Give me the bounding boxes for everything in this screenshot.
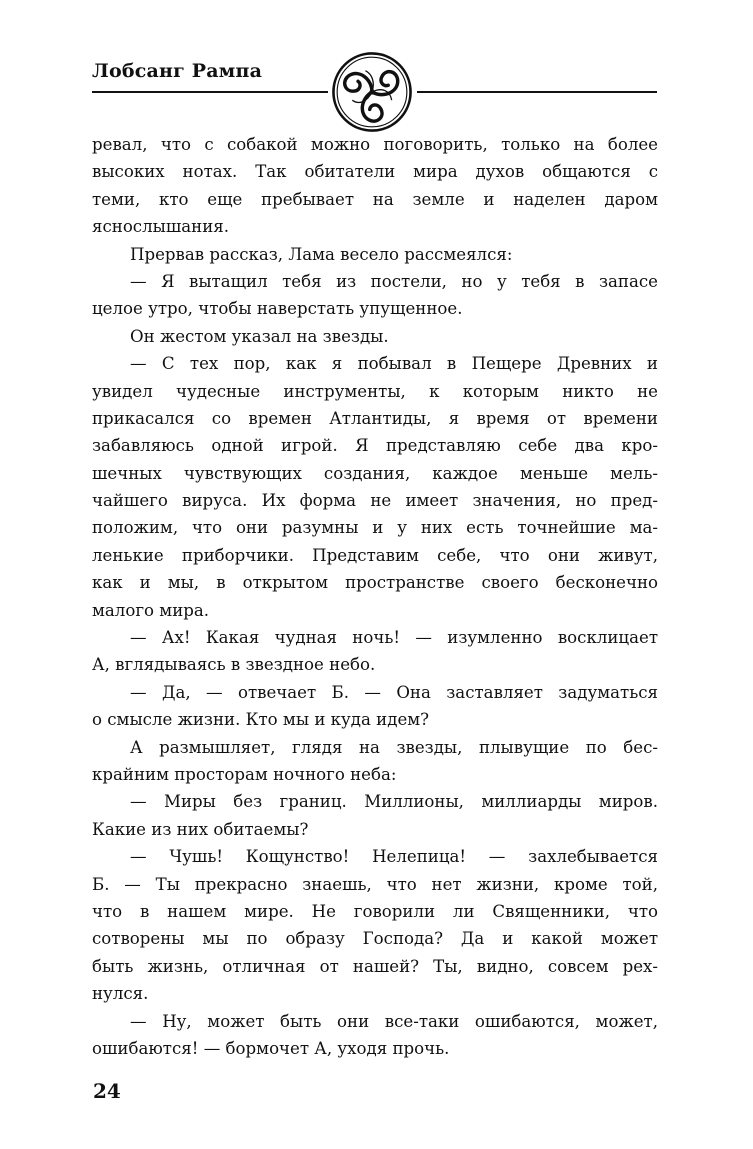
page-number: 24 (93, 1079, 121, 1103)
text-line: чайшего вируса. Их форма не имеет значения, но пред- (92, 491, 658, 511)
text-line: Он жестом указал на звезды. (130, 326, 389, 346)
text-line: как и мы, в открытом пространстве своего бесконечно (92, 573, 658, 593)
text-line: целое утро, чтобы наверстать упущенное. (92, 299, 463, 319)
text-line: — Ах! Какая чудная ночь! — изумленно восклицает (130, 628, 658, 648)
text-line: высоких нотах. Так обитатели мира духов общаются с (92, 162, 658, 182)
text-line: прикасался со времен Атлантиды, я время от времени (92, 408, 658, 428)
text-line: забавляюсь одной игрой. Я представляю себе два кро- (92, 436, 658, 456)
text-line: ревал, что с собакой можно поговорить, только на более (92, 135, 658, 154)
celtic-triskele-icon (331, 51, 413, 133)
text-line: Б. — Ты прекрасно знаешь, что нет жизни, кроме той, (92, 874, 658, 894)
text-line: положим, что они разумны и у них есть точнейшие ма- (92, 518, 658, 538)
text-line: о смысле жизни. Кто мы и куда идем? (92, 710, 430, 730)
text-line: увидел чудесные инструменты, к которым никто не (92, 381, 658, 401)
header-rule-right (417, 91, 657, 93)
text-line: ленькие приборчики. Представим себе, что они живут, (92, 545, 658, 565)
text-line: ошибаются! — бормочет А, уходя прочь. (92, 1038, 450, 1058)
text-line: что в нашем мире. Не говорили ли Священники, что (92, 901, 658, 921)
text-line: теми, кто еще пребывает на земле и наделен даром (92, 189, 658, 209)
text-line: быть жизнь, отличная от нашей? Ты, видно, совсем рех- (92, 956, 658, 976)
text-line: крайним просторам ночного неба: (92, 764, 397, 784)
text-line: — С тех пор, как я побывал в Пещере Древних и (130, 354, 658, 374)
text-line: Какие из них обитаемы? (92, 819, 309, 839)
text-line: — Миры без границ. Миллионы, миллиарды миров. (130, 792, 658, 812)
text-line: — Да, — отвечает Б. — Она заставляет задуматься (130, 682, 658, 702)
text-line: малого мира. (92, 600, 210, 620)
text-line: — Ну, может быть они все-таки ошибаются, может, (130, 1011, 658, 1031)
text-line: А, вглядываясь в звездное небо. (92, 655, 376, 675)
text-line: шечных чувствующих создания, каждое меньше мель- (92, 463, 658, 483)
text-line: А размышляет, глядя на звезды, плывущие по бес- (130, 737, 658, 757)
text-line: Прервав рассказ, Лама весело рассмеялся: (130, 244, 513, 264)
header-rule-left (92, 91, 328, 93)
text-line: яснослышания. (92, 217, 230, 237)
text-line: нулся. (92, 984, 149, 1004)
running-head: Лобсанг Рампа (92, 60, 263, 82)
text-line: — Чушь! Кощунство! Нелепица! — захлебывается (130, 847, 658, 867)
body-text (92, 131, 658, 1062)
text-line: — Я вытащил тебя из постели, но у тебя в запасе (130, 271, 658, 291)
text-line: сотворены мы по образу Господа? Да и какой может (92, 929, 658, 949)
